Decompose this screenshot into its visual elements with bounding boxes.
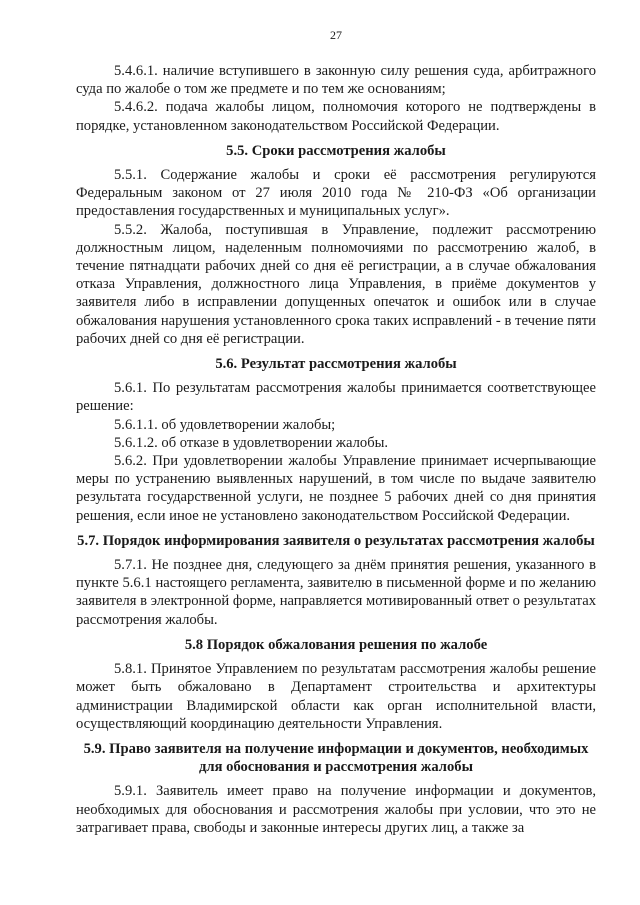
paragraph-5-6-1: 5.6.1. По результатам рассмотрения жалобы принимается соответствующее решение: [76, 380, 596, 415]
paragraph-5-6-1-2: 5.6.1.2. об отказе в удовлетворении жалобы. [114, 434, 389, 451]
heading-5-8: 5.8 Порядок обжалования решения по жалобе [184, 636, 488, 653]
paragraph-5-7-1: 5.7.1. Не позднее дня, следующего за днём принятия решения, указанного в пункте 5.6.1 настоящего регламента, заявителю в письменной форме и по желанию заявителя в электронной форме, направляется мотивированный ответ о результатах рассмотрения жалобы. [76, 557, 597, 628]
heading-5-9: 5.9. Право заявителя на получение информации и документов, необходимых для обоснования и рассмотрения жалобы [83, 740, 589, 776]
heading-5-7: 5.7. Порядок информирования заявителя о результатах рассмотрения жалобы [77, 532, 595, 549]
paragraph-5-5-1: 5.5.1. Содержание жалобы и сроки её рассмотрения регулируются Федеральным законом от 27 июля 2010 года № 210-ФЗ «Об организации предоставления государственных и муниципальных услуг». [76, 167, 596, 220]
paragraph-5-4-6-2: 5.4.6.2. подача жалобы лицом, полномочия которого не подтверждены в порядке, установленном законодательством Российской Федерации. [76, 99, 596, 134]
page-number: 27 [330, 28, 342, 42]
heading-5-5: 5.5. Сроки рассмотрения жалобы [226, 142, 446, 159]
paragraph-5-4-6-1: 5.4.6.1. наличие вступившего в законную силу решения суда, арбитражного суда по жалобе о том же предмете и по тем же основаниям; [76, 63, 596, 98]
document-page [76, 28, 596, 837]
paragraph-5-5-2: 5.5.2. Жалоба, поступившая в Управление, подлежит рассмотрению должностным лицом, наделенным полномочиями по рассмотрению жалоб, в течение пятнадцати рабочих дней со дня её регистрации, а в случае обжалования отказа Управления, должностного лица Управления, в приёме документов у заявителя либо в исправлении допущенных опечаток и ошибок или в случае обжалования нарушения установленного срока таких исправлений - в течение пяти рабочих дней со дня её регистрации. [76, 221, 596, 347]
paragraph-5-6-2: 5.6.2. При удовлетворении жалобы Управление принимает исчерпывающие меры по устранению выявленных нарушений, в том числе по выдаче заявителю результата государственной услуги, не позднее 5 рабочих дней со дня принятия решения, если иное не установлено законодательством Российской Федерации. [76, 453, 596, 524]
paragraph-5-9-1: 5.9.1. Заявитель имеет право на получение информации и документов, необходимых для обоснования и рассмотрения жалобы при условии, что это не затрагивает права, свободы и законные интересы других лиц, а также за [76, 783, 596, 836]
paragraph-5-8-1: 5.8.1. Принятое Управлением по результатам рассмотрения жалобы решение может быть обжаловано в Департамент строительства и архитектуры администрации Владимирской области как орган исполнительной власти, осуществляющий координацию деятельности Управления. [76, 661, 596, 732]
paragraph-5-6-1-1: 5.6.1.1. об удовлетворении жалобы; [114, 416, 336, 433]
heading-5-6: 5.6. Результат рассмотрения жалобы [215, 356, 457, 373]
